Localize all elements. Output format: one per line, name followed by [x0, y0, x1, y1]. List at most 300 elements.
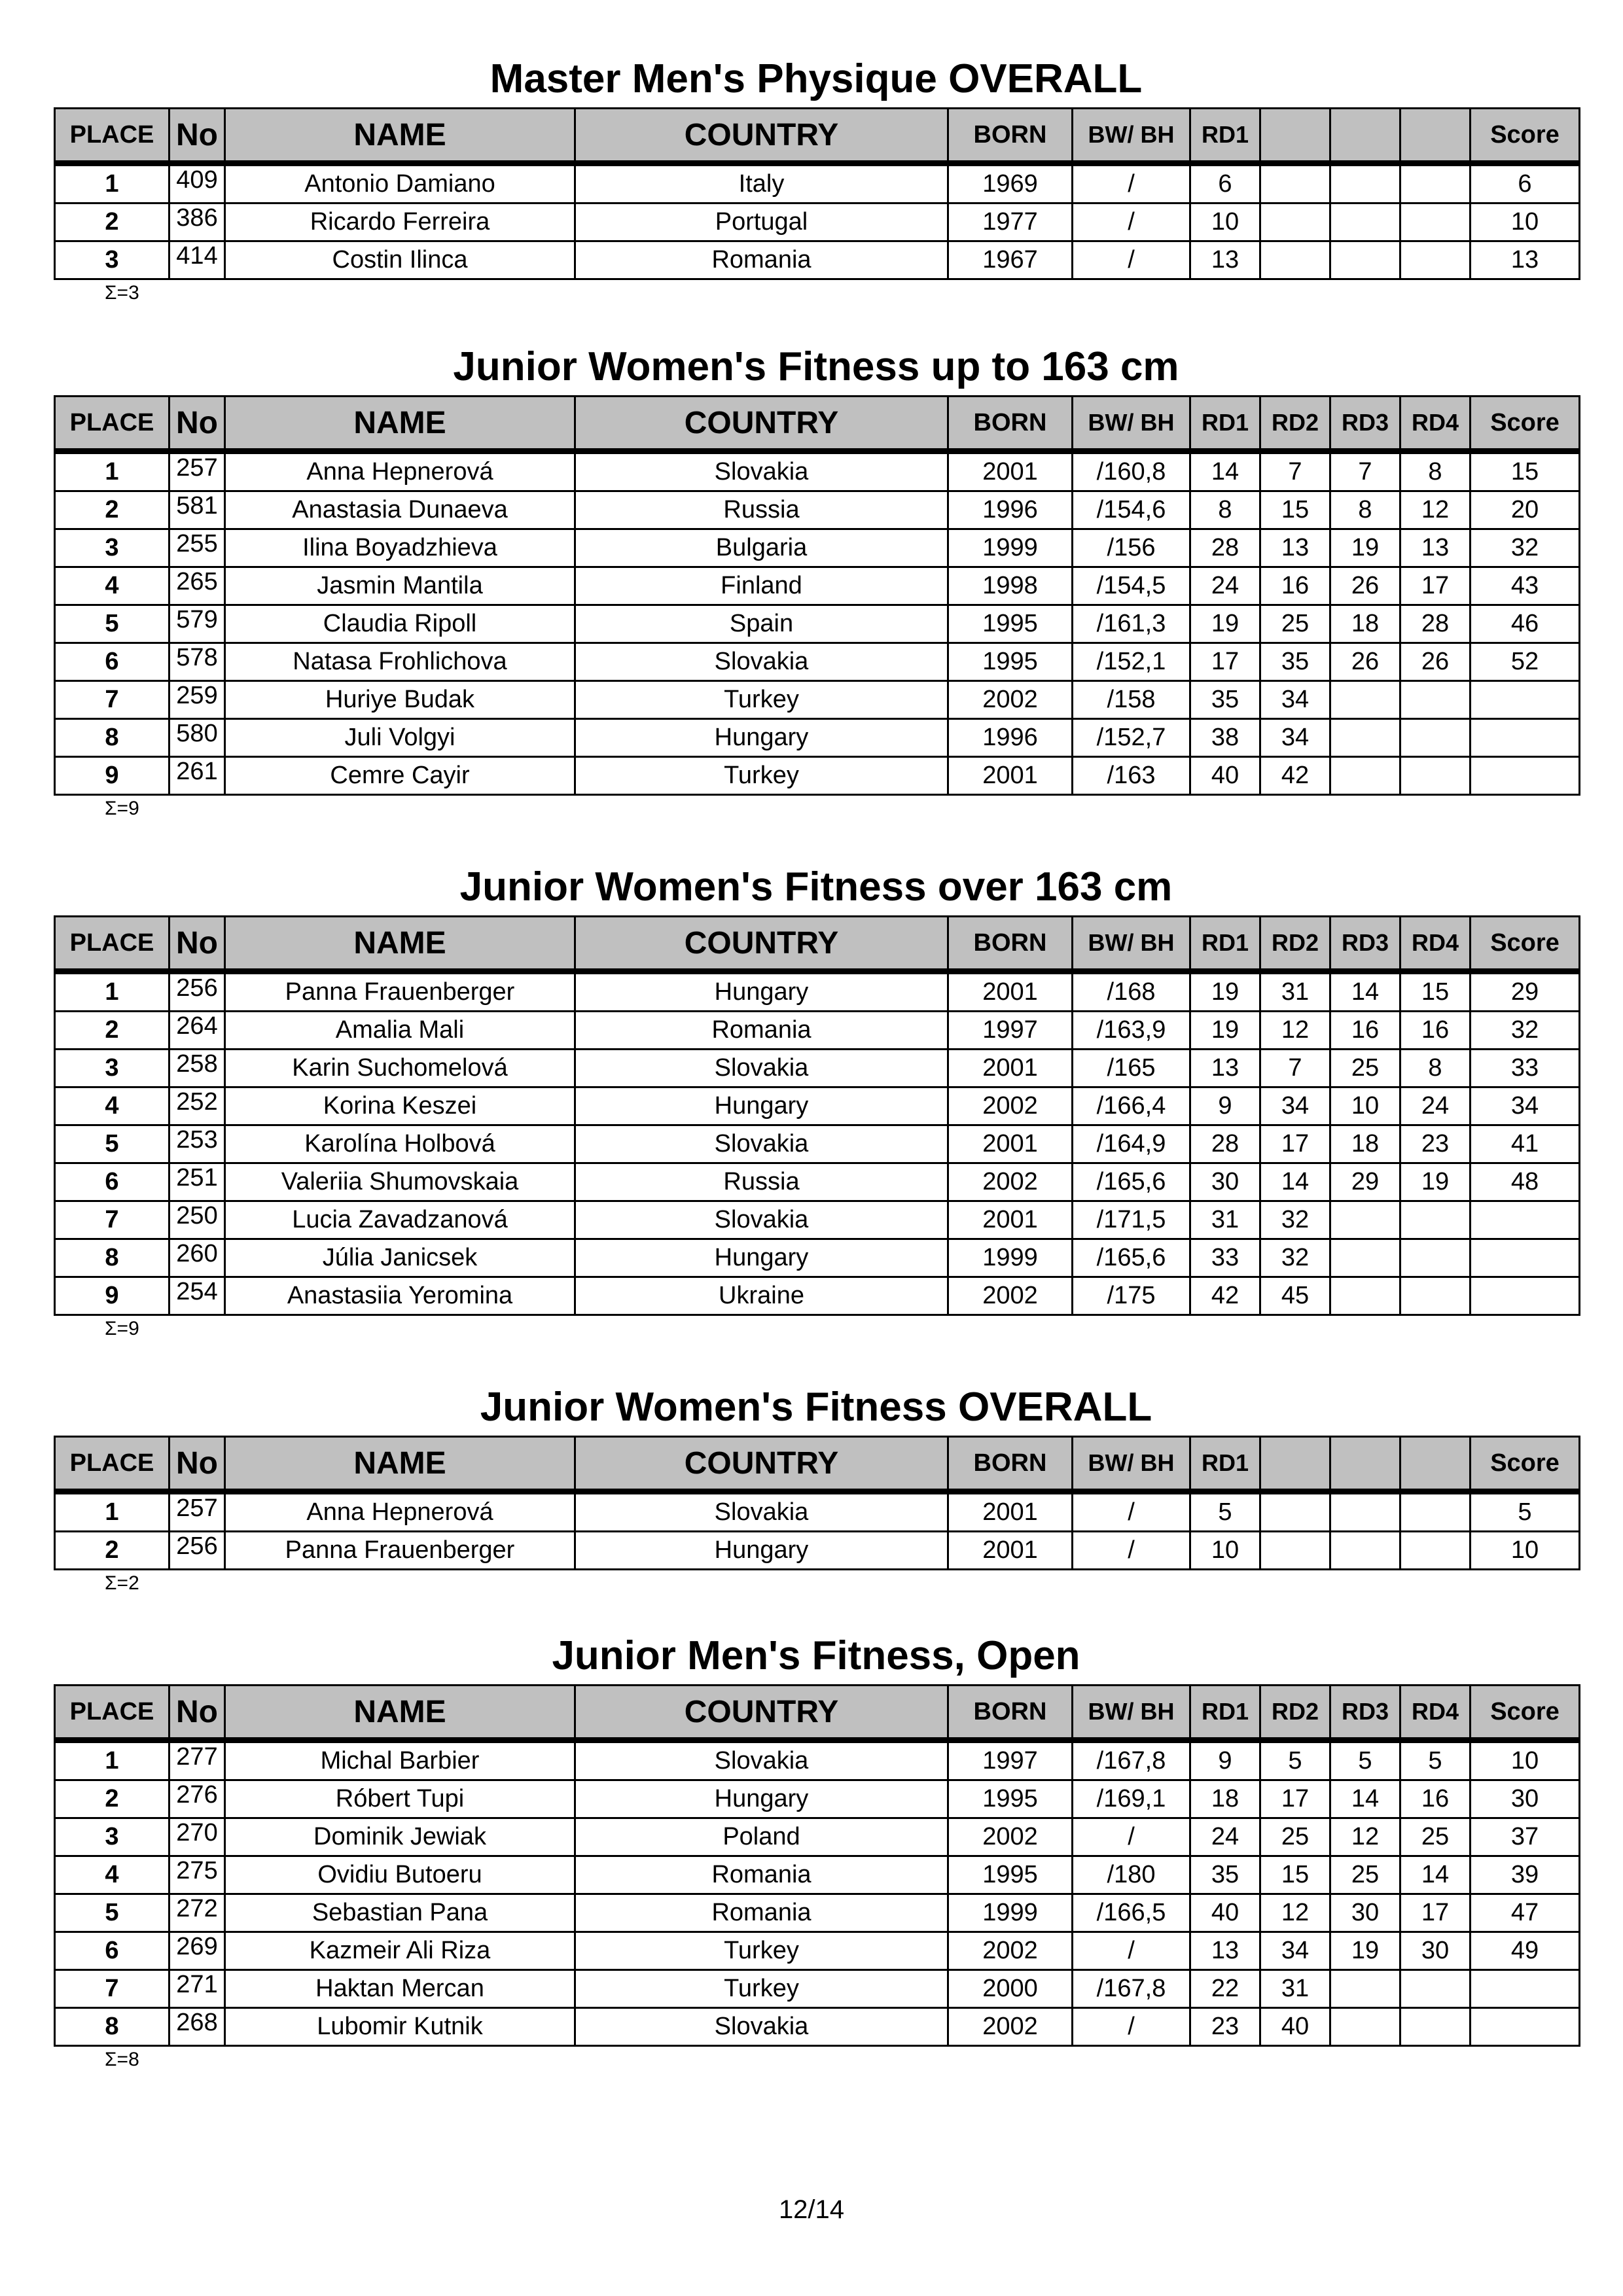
country-cell: Slovakia	[575, 1125, 948, 1163]
score-cell: 10	[1471, 203, 1580, 241]
born-cell: 1996	[948, 719, 1073, 757]
no-cell: 259	[169, 681, 225, 719]
table-row	[55, 681, 1580, 719]
score-cell: 5	[1471, 1492, 1580, 1532]
rd2-cell: 45	[1260, 1277, 1330, 1315]
name-cell: Dominik Jewiak	[225, 1818, 575, 1856]
header-row	[55, 917, 1580, 972]
place-cell: 6	[55, 643, 169, 681]
score-cell: 34	[1471, 1087, 1580, 1125]
rd2-cell	[1260, 1532, 1330, 1570]
rd3-cell	[1330, 164, 1400, 203]
rd2-cell: 14	[1260, 1163, 1330, 1201]
rd2-cell	[1260, 203, 1330, 241]
rd3-cell: 29	[1330, 1163, 1400, 1201]
country-cell: Romania	[575, 241, 948, 279]
score-cell: 47	[1471, 1894, 1580, 1932]
born-cell: 2001	[948, 1201, 1073, 1239]
table-row	[55, 567, 1580, 605]
rd1-cell: 22	[1190, 1970, 1260, 2008]
bw-bh-cell: /180	[1073, 1856, 1190, 1894]
table-row	[55, 1050, 1580, 1087]
rd4-cell	[1400, 757, 1471, 795]
rd1-cell: 10	[1190, 1532, 1260, 1570]
rd4-cell: 30	[1400, 1932, 1471, 1970]
name-cell: Anastasia Dunaeva	[225, 491, 575, 529]
table-row	[55, 1740, 1580, 1780]
table-row	[55, 1277, 1580, 1315]
column-header-name: NAME	[225, 917, 575, 972]
table-row	[55, 1856, 1580, 1894]
country-cell: Hungary	[575, 1532, 948, 1570]
bw-bh-cell: /	[1073, 1532, 1190, 1570]
born-cell: 1998	[948, 567, 1073, 605]
place-cell: 4	[55, 1087, 169, 1125]
rd4-cell	[1400, 1277, 1471, 1315]
table-row	[55, 1532, 1580, 1570]
no-cell: 265	[169, 567, 225, 605]
name-cell: Panna Frauenberger	[225, 1532, 575, 1570]
country-cell: Slovakia	[575, 1201, 948, 1239]
no-cell: 261	[169, 757, 225, 795]
place-cell: 8	[55, 719, 169, 757]
country-cell: Ukraine	[575, 1277, 948, 1315]
country-cell: Finland	[575, 567, 948, 605]
place-cell: 6	[55, 1163, 169, 1201]
rd2-cell: 40	[1260, 2008, 1330, 2046]
column-header-rd3: RD3	[1330, 1686, 1400, 1740]
no-cell: 270	[169, 1818, 225, 1856]
score-cell: 32	[1471, 529, 1580, 567]
country-cell: Poland	[575, 1818, 948, 1856]
place-cell: 3	[55, 241, 169, 279]
born-cell: 1995	[948, 605, 1073, 643]
column-header-country: COUNTRY	[575, 1686, 948, 1740]
born-cell: 2001	[948, 1125, 1073, 1163]
bw-bh-cell: /175	[1073, 1277, 1190, 1315]
rd1-cell: 19	[1190, 605, 1260, 643]
rd4-cell	[1400, 1239, 1471, 1277]
rd2-cell: 34	[1260, 1932, 1330, 1970]
rd1-cell: 35	[1190, 681, 1260, 719]
born-cell: 1999	[948, 1894, 1073, 1932]
place-cell: 2	[55, 1780, 169, 1818]
country-cell: Slovakia	[575, 1050, 948, 1087]
rd2-cell: 15	[1260, 491, 1330, 529]
rd3-cell: 5	[1330, 1740, 1400, 1780]
country-cell: Spain	[575, 605, 948, 643]
place-cell: 1	[55, 164, 169, 203]
no-cell: 578	[169, 643, 225, 681]
born-cell: 1995	[948, 1780, 1073, 1818]
rd2-cell: 32	[1260, 1239, 1330, 1277]
score-cell: 37	[1471, 1818, 1580, 1856]
column-header-born: BORN	[948, 1686, 1073, 1740]
rd4-cell	[1400, 719, 1471, 757]
rd1-cell: 14	[1190, 451, 1260, 491]
name-cell: Karin Suchomelová	[225, 1050, 575, 1087]
bw-bh-cell: /	[1073, 1818, 1190, 1856]
results-table	[54, 1436, 1580, 1570]
bw-bh-cell: /163,9	[1073, 1012, 1190, 1050]
column-header-name: NAME	[225, 1686, 575, 1740]
country-cell: Turkey	[575, 757, 948, 795]
rd1-cell: 6	[1190, 164, 1260, 203]
bw-bh-cell: /	[1073, 203, 1190, 241]
column-header-bw-bh: BW/ BH	[1073, 109, 1190, 164]
header-row	[55, 1437, 1580, 1492]
country-cell: Slovakia	[575, 1492, 948, 1532]
country-cell: Romania	[575, 1894, 948, 1932]
score-cell: 48	[1471, 1163, 1580, 1201]
no-cell: 255	[169, 529, 225, 567]
entry-count: Σ=9	[105, 798, 139, 819]
rd2-cell: 35	[1260, 643, 1330, 681]
rd1-cell: 10	[1190, 203, 1260, 241]
name-cell: Huriye Budak	[225, 681, 575, 719]
rd4-cell	[1400, 681, 1471, 719]
score-cell: 49	[1471, 1932, 1580, 1970]
rd4-cell	[1400, 164, 1471, 203]
entry-count: Σ=9	[105, 1318, 139, 1339]
column-header-rd2: RD2	[1260, 1686, 1330, 1740]
rd1-cell: 28	[1190, 529, 1260, 567]
country-cell: Hungary	[575, 1239, 948, 1277]
bw-bh-cell: /163	[1073, 757, 1190, 795]
score-cell: 52	[1471, 643, 1580, 681]
rd3-cell: 12	[1330, 1818, 1400, 1856]
name-cell: Ricardo Ferreira	[225, 203, 575, 241]
born-cell: 2001	[948, 451, 1073, 491]
table-row	[55, 2008, 1580, 2046]
results-table	[54, 395, 1580, 796]
country-cell: Portugal	[575, 203, 948, 241]
name-cell: Valeriia Shumovskaia	[225, 1163, 575, 1201]
rd1-cell: 8	[1190, 491, 1260, 529]
born-cell: 1996	[948, 491, 1073, 529]
name-cell: Jasmin Mantila	[225, 567, 575, 605]
bw-bh-cell: /152,1	[1073, 643, 1190, 681]
name-cell: Korina Keszei	[225, 1087, 575, 1125]
rd3-cell	[1330, 757, 1400, 795]
table-row	[55, 1239, 1580, 1277]
rd3-cell: 7	[1330, 451, 1400, 491]
rd3-cell	[1330, 681, 1400, 719]
rd1-cell: 13	[1190, 1050, 1260, 1087]
rd1-cell: 13	[1190, 241, 1260, 279]
born-cell: 2001	[948, 1050, 1073, 1087]
no-cell: 386	[169, 203, 225, 241]
no-cell: 260	[169, 1239, 225, 1277]
place-cell: 7	[55, 681, 169, 719]
column-header-country: COUNTRY	[575, 1437, 948, 1492]
born-cell: 2000	[948, 1970, 1073, 2008]
name-cell: Natasa Frohlichova	[225, 643, 575, 681]
rd4-cell: 17	[1400, 1894, 1471, 1932]
table-row	[55, 719, 1580, 757]
table-row	[55, 1818, 1580, 1856]
header-row	[55, 397, 1580, 451]
bw-bh-cell: /166,4	[1073, 1087, 1190, 1125]
rd3-cell: 8	[1330, 491, 1400, 529]
name-cell: Claudia Ripoll	[225, 605, 575, 643]
bw-bh-cell: /158	[1073, 681, 1190, 719]
no-cell: 251	[169, 1163, 225, 1201]
column-header-country: COUNTRY	[575, 397, 948, 451]
category-title: Junior Women's Fitness up to 163 cm	[453, 344, 1179, 389]
category-section	[54, 1628, 1578, 2073]
page-number: 12/14	[778, 2195, 845, 2224]
bw-bh-cell: /171,5	[1073, 1201, 1190, 1239]
table-row	[55, 1012, 1580, 1050]
rd4-cell	[1400, 241, 1471, 279]
no-cell: 252	[169, 1087, 225, 1125]
place-cell: 6	[55, 1932, 169, 1970]
column-header-rd4: RD4	[1400, 1686, 1471, 1740]
rd1-cell: 24	[1190, 1818, 1260, 1856]
column-header-rd2	[1260, 109, 1330, 164]
score-cell	[1471, 2008, 1580, 2046]
name-cell: Júlia Janicsek	[225, 1239, 575, 1277]
rd1-cell: 28	[1190, 1125, 1260, 1163]
table-row	[55, 1970, 1580, 2008]
rd2-cell: 7	[1260, 451, 1330, 491]
rd1-cell: 23	[1190, 2008, 1260, 2046]
name-cell: Antonio Damiano	[225, 164, 575, 203]
column-header-score: Score	[1471, 917, 1580, 972]
column-header-rd1: RD1	[1190, 1686, 1260, 1740]
column-header-name: NAME	[225, 397, 575, 451]
rd3-cell: 26	[1330, 567, 1400, 605]
table-row	[55, 643, 1580, 681]
category-title: Junior Men's Fitness, Open	[552, 1633, 1080, 1678]
born-cell: 2001	[948, 972, 1073, 1012]
rd1-cell: 31	[1190, 1201, 1260, 1239]
column-header-score: Score	[1471, 1686, 1580, 1740]
country-cell: Slovakia	[575, 1740, 948, 1780]
score-cell: 30	[1471, 1780, 1580, 1818]
column-header-rd1: RD1	[1190, 1437, 1260, 1492]
place-cell: 1	[55, 1492, 169, 1532]
country-cell: Turkey	[575, 681, 948, 719]
category-section	[54, 859, 1578, 1342]
column-header-born: BORN	[948, 397, 1073, 451]
category-section	[54, 1379, 1578, 1597]
no-cell: 275	[169, 1856, 225, 1894]
place-cell: 3	[55, 1818, 169, 1856]
bw-bh-cell: /	[1073, 1932, 1190, 1970]
table-row	[55, 757, 1580, 795]
country-cell: Slovakia	[575, 451, 948, 491]
bw-bh-cell: /152,7	[1073, 719, 1190, 757]
rd3-cell: 25	[1330, 1856, 1400, 1894]
rd3-cell: 16	[1330, 1012, 1400, 1050]
place-cell: 5	[55, 605, 169, 643]
column-header-bw-bh: BW/ BH	[1073, 1437, 1190, 1492]
category-title: Master Men's Physique OVERALL	[490, 56, 1143, 101]
no-cell: 264	[169, 1012, 225, 1050]
rd2-cell: 31	[1260, 1970, 1330, 2008]
column-header-country: COUNTRY	[575, 109, 948, 164]
no-cell: 272	[169, 1894, 225, 1932]
table-row	[55, 1201, 1580, 1239]
born-cell: 1995	[948, 643, 1073, 681]
rd3-cell: 18	[1330, 1125, 1400, 1163]
bw-bh-cell: /	[1073, 241, 1190, 279]
rd2-cell: 32	[1260, 1201, 1330, 1239]
rd3-cell	[1330, 2008, 1400, 2046]
column-header-rd2: RD2	[1260, 397, 1330, 451]
column-header-rd1: RD1	[1190, 109, 1260, 164]
header-row	[55, 109, 1580, 164]
rd3-cell	[1330, 241, 1400, 279]
no-cell: 257	[169, 451, 225, 491]
rd1-cell: 13	[1190, 1932, 1260, 1970]
table-row	[55, 1932, 1580, 1970]
rd3-cell: 30	[1330, 1894, 1400, 1932]
column-header-bw-bh: BW/ BH	[1073, 1686, 1190, 1740]
name-cell: Panna Frauenberger	[225, 972, 575, 1012]
born-cell: 2002	[948, 2008, 1073, 2046]
country-cell: Turkey	[575, 1932, 948, 1970]
rd2-cell: 42	[1260, 757, 1330, 795]
column-header-rd4: RD4	[1400, 917, 1471, 972]
name-cell: Anna Hepnerová	[225, 451, 575, 491]
bw-bh-cell: /	[1073, 1492, 1190, 1532]
rd4-cell: 19	[1400, 1163, 1471, 1201]
bw-bh-cell: /165,6	[1073, 1239, 1190, 1277]
born-cell: 1997	[948, 1740, 1073, 1780]
score-cell	[1471, 1201, 1580, 1239]
no-cell: 414	[169, 241, 225, 279]
no-cell: 269	[169, 1932, 225, 1970]
bw-bh-cell: /167,8	[1073, 1740, 1190, 1780]
bw-bh-cell: /167,8	[1073, 1970, 1190, 2008]
rd1-cell: 19	[1190, 972, 1260, 1012]
rd3-cell: 14	[1330, 1780, 1400, 1818]
no-cell: 271	[169, 1970, 225, 2008]
bw-bh-cell: /161,3	[1073, 605, 1190, 643]
score-cell	[1471, 1970, 1580, 2008]
country-cell: Hungary	[575, 719, 948, 757]
score-cell: 15	[1471, 451, 1580, 491]
rd1-cell: 35	[1190, 1856, 1260, 1894]
rd2-cell	[1260, 1492, 1330, 1532]
rd4-cell: 24	[1400, 1087, 1471, 1125]
rd1-cell: 33	[1190, 1239, 1260, 1277]
rd3-cell	[1330, 1532, 1400, 1570]
no-cell: 256	[169, 972, 225, 1012]
column-header-score: Score	[1471, 109, 1580, 164]
column-header-no: No	[169, 917, 225, 972]
no-cell: 268	[169, 2008, 225, 2046]
place-cell: 2	[55, 1532, 169, 1570]
country-cell: Romania	[575, 1012, 948, 1050]
name-cell: Haktan Mercan	[225, 1970, 575, 2008]
no-cell: 250	[169, 1201, 225, 1239]
no-cell: 253	[169, 1125, 225, 1163]
rd1-cell: 30	[1190, 1163, 1260, 1201]
rd4-cell: 16	[1400, 1780, 1471, 1818]
born-cell: 2002	[948, 1932, 1073, 1970]
table-row	[55, 605, 1580, 643]
name-cell: Ilina Boyadzhieva	[225, 529, 575, 567]
header-row	[55, 1686, 1580, 1740]
score-cell: 20	[1471, 491, 1580, 529]
column-header-no: No	[169, 109, 225, 164]
born-cell: 2002	[948, 1163, 1073, 1201]
rd1-cell: 9	[1190, 1740, 1260, 1780]
score-cell: 41	[1471, 1125, 1580, 1163]
rd4-cell: 8	[1400, 451, 1471, 491]
no-cell: 579	[169, 605, 225, 643]
name-cell: Róbert Tupi	[225, 1780, 575, 1818]
bw-bh-cell: /160,8	[1073, 451, 1190, 491]
score-cell: 43	[1471, 567, 1580, 605]
rd3-cell: 26	[1330, 643, 1400, 681]
results-table	[54, 915, 1580, 1316]
results-table	[54, 107, 1580, 280]
table-row	[55, 451, 1580, 491]
table-row	[55, 529, 1580, 567]
place-cell: 1	[55, 451, 169, 491]
rd2-cell: 17	[1260, 1125, 1330, 1163]
table-row	[55, 1125, 1580, 1163]
category-section	[54, 339, 1578, 822]
rd4-cell	[1400, 1532, 1471, 1570]
score-cell: 33	[1471, 1050, 1580, 1087]
rd2-cell	[1260, 164, 1330, 203]
place-cell: 7	[55, 1201, 169, 1239]
column-header-name: NAME	[225, 1437, 575, 1492]
no-cell: 277	[169, 1740, 225, 1780]
place-cell: 1	[55, 1740, 169, 1780]
score-cell: 10	[1471, 1532, 1580, 1570]
score-cell: 29	[1471, 972, 1580, 1012]
table-row	[55, 1163, 1580, 1201]
no-cell: 276	[169, 1780, 225, 1818]
results-table	[54, 1684, 1580, 2047]
rd3-cell: 10	[1330, 1087, 1400, 1125]
column-header-rd3	[1330, 109, 1400, 164]
table-row	[55, 1492, 1580, 1532]
column-header-name: NAME	[225, 109, 575, 164]
rd2-cell: 15	[1260, 1856, 1330, 1894]
rd4-cell: 8	[1400, 1050, 1471, 1087]
bw-bh-cell: /165,6	[1073, 1163, 1190, 1201]
bw-bh-cell: /	[1073, 2008, 1190, 2046]
table-row	[55, 1087, 1580, 1125]
born-cell: 1967	[948, 241, 1073, 279]
column-header-no: No	[169, 1437, 225, 1492]
country-cell: Russia	[575, 491, 948, 529]
rd2-cell: 12	[1260, 1012, 1330, 1050]
category-title: Junior Women's Fitness OVERALL	[480, 1385, 1152, 1430]
country-cell: Italy	[575, 164, 948, 203]
rd4-cell: 13	[1400, 529, 1471, 567]
entry-count: Σ=2	[105, 1572, 139, 1594]
rd1-cell: 19	[1190, 1012, 1260, 1050]
rd1-cell: 42	[1190, 1277, 1260, 1315]
rd1-cell: 38	[1190, 719, 1260, 757]
score-cell	[1471, 1277, 1580, 1315]
country-cell: Slovakia	[575, 643, 948, 681]
column-header-score: Score	[1471, 1437, 1580, 1492]
born-cell: 2002	[948, 1087, 1073, 1125]
rd3-cell	[1330, 1970, 1400, 2008]
place-cell: 3	[55, 1050, 169, 1087]
bw-bh-cell: /156	[1073, 529, 1190, 567]
